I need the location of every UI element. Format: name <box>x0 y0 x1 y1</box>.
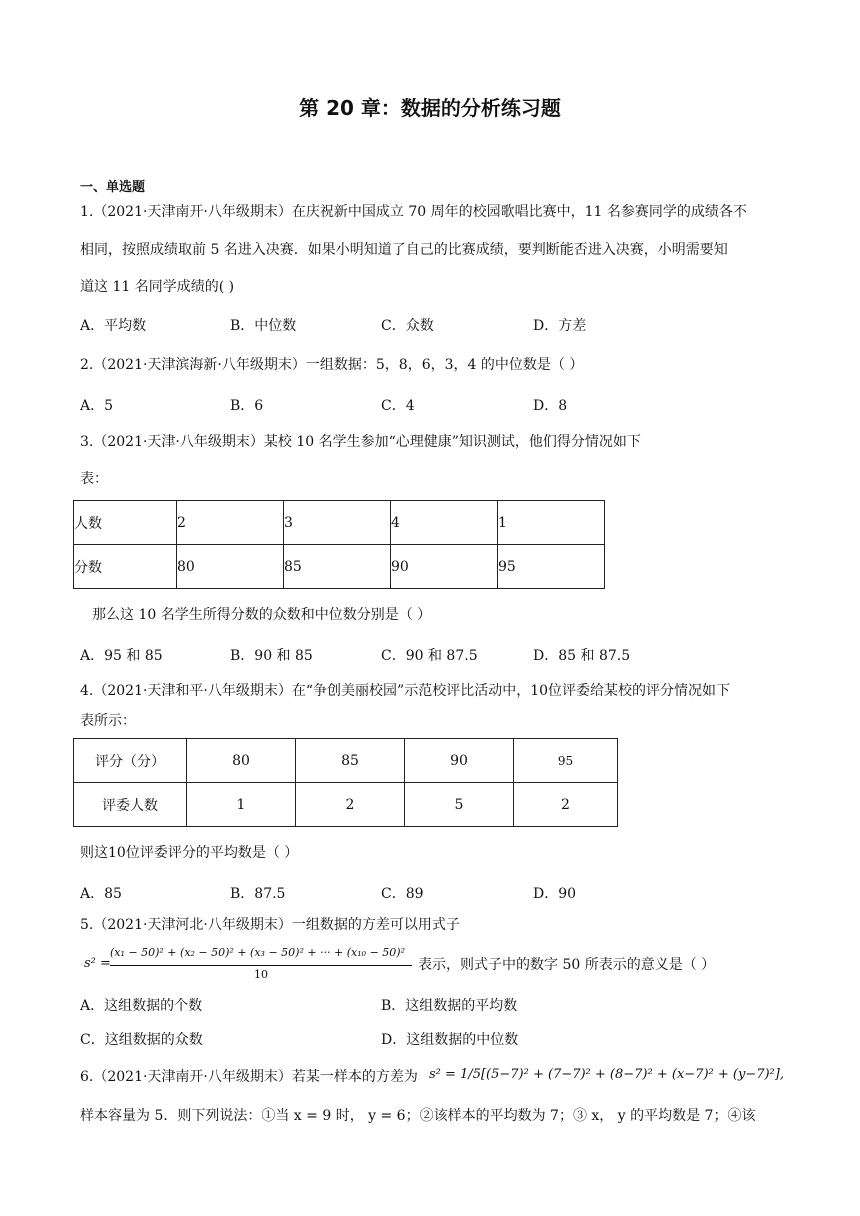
q3-table <box>73 500 605 589</box>
q1-option-d: D．方差 <box>533 318 587 334</box>
formula-denominator: 10 <box>254 968 268 981</box>
fraction-bar <box>110 965 412 966</box>
q4-option-d: D．90 <box>533 886 577 902</box>
table-cell: 2 <box>514 783 618 827</box>
q5-option-b: B．这组数据的平均数 <box>381 998 518 1014</box>
table-cell: 3 <box>284 501 391 545</box>
table-cell: 90 <box>391 545 498 589</box>
table-row <box>74 501 605 545</box>
q3-option-a: A．95 和 85 <box>80 648 163 664</box>
table-cell: 评委人数 <box>74 783 187 827</box>
q2-option-d: D．8 <box>533 398 568 414</box>
table-cell: 2 <box>296 783 405 827</box>
q2-option-a: A．5 <box>80 398 114 414</box>
variance-formula <box>80 944 420 986</box>
q6-text-line2: 样本容量为 5．则下列说法：①当 x = 9 时， y = 6；②该样本的平均数为 7；③ x， y 的平均数是 7；④该 <box>80 1108 756 1124</box>
table-row <box>74 783 618 827</box>
q3-text-line1: 3.（2021·天津·八年级期末）某校 10 名学生参加“心理健康”知识测试，他们得分情况如下 <box>80 434 641 450</box>
q4-table <box>73 738 618 827</box>
q3-question-text: 那么这 10 名学生所得分数的众数和中位数分别是（ ） <box>92 607 432 623</box>
table-cell: 评分（分） <box>74 739 187 783</box>
q1-text-line2: 相同，按照成绩取前 5 名进入决赛．如果小明知道了自己的比赛成绩，要判断能否进入决赛，小明需要知 <box>80 242 728 258</box>
table-cell: 80 <box>177 545 284 589</box>
q5-option-d: D．这组数据的中位数 <box>381 1032 519 1048</box>
q4-option-c: C．89 <box>381 886 424 902</box>
table-cell: 95 <box>498 545 605 589</box>
table-cell: 85 <box>296 739 405 783</box>
q6-variance-formula: s² = 1/5[(5−7)² + (7−7)² + (8−7)² + (x−7)² + (y−7)²], <box>429 1067 784 1082</box>
q4-text-line1: 4.（2021·天津和平·八年级期末）在“争创美丽校园”示范校评比活动中，10位评委给某校的评分情况如下 <box>80 683 731 699</box>
q3-option-d: D．85 和 87.5 <box>533 648 631 664</box>
q2-text-line1: 2.（2021·天津滨海新·八年级期末）一组数据：5，8，6，3，4 的中位数是（ ） <box>80 357 584 373</box>
q3-option-c: C．90 和 87.5 <box>381 648 478 664</box>
q4-option-b: B．87.5 <box>230 886 286 902</box>
q1-option-c: C．众数 <box>381 318 434 334</box>
table-cell: 人数 <box>74 501 177 545</box>
q1-option-b: B．中位数 <box>230 318 297 334</box>
q6-text-line1: 6.（2021·天津南开·八年级期末）若某一样本的方差为 <box>80 1069 418 1085</box>
q5-option-c: C．这组数据的众数 <box>80 1032 203 1048</box>
q1-option-a: A．平均数 <box>80 318 147 334</box>
q2-option-c: C．4 <box>381 398 415 414</box>
table-cell: 95 <box>514 739 618 783</box>
formula-numerator: (x₁ − 50)² + (x₂ − 50)² + (x₃ − 50)² + ··· + (x₁₀ − 50)² <box>110 946 405 959</box>
q5-text-line1: 5.（2021·天津河北·八年级期末）一组数据的方差可以用式子 <box>80 917 460 933</box>
table-cell: 90 <box>405 739 514 783</box>
q3-text-line2: 表： <box>80 471 108 487</box>
table-row <box>74 739 618 783</box>
q2-option-b: B．6 <box>230 398 264 414</box>
table-cell: 1 <box>498 501 605 545</box>
q1-text-line1: 1.（2021·天津南开·八年级期末）在庆祝新中国成立 70 周年的校园歌唱比赛中，11 名参赛同学的成绩各不 <box>80 204 747 220</box>
q4-option-a: A．85 <box>80 886 122 902</box>
q1-text-line3: 道这 11 名同学成绩的( ) <box>80 279 235 295</box>
table-cell: 1 <box>187 783 296 827</box>
table-cell: 80 <box>187 739 296 783</box>
formula-lhs: s² = <box>84 956 111 971</box>
table-cell: 4 <box>391 501 498 545</box>
table-cell: 85 <box>284 545 391 589</box>
q5-option-a: A．这组数据的个数 <box>80 998 203 1014</box>
q3-option-b: B．90 和 85 <box>230 648 313 664</box>
q4-text-line2: 表所示： <box>80 713 136 729</box>
table-cell: 5 <box>405 783 514 827</box>
page-title: 第 20 章：数据的分析练习题 <box>299 96 561 120</box>
section-heading: 一、单选题 <box>80 180 146 195</box>
q5-text-line2: 表示，则式子中的数字 50 所表示的意义是（ ） <box>418 957 716 973</box>
table-row <box>74 545 605 589</box>
table-cell: 分数 <box>74 545 177 589</box>
table-cell: 2 <box>177 501 284 545</box>
q4-question-text: 则这10位评委评分的平均数是（ ） <box>80 845 299 861</box>
